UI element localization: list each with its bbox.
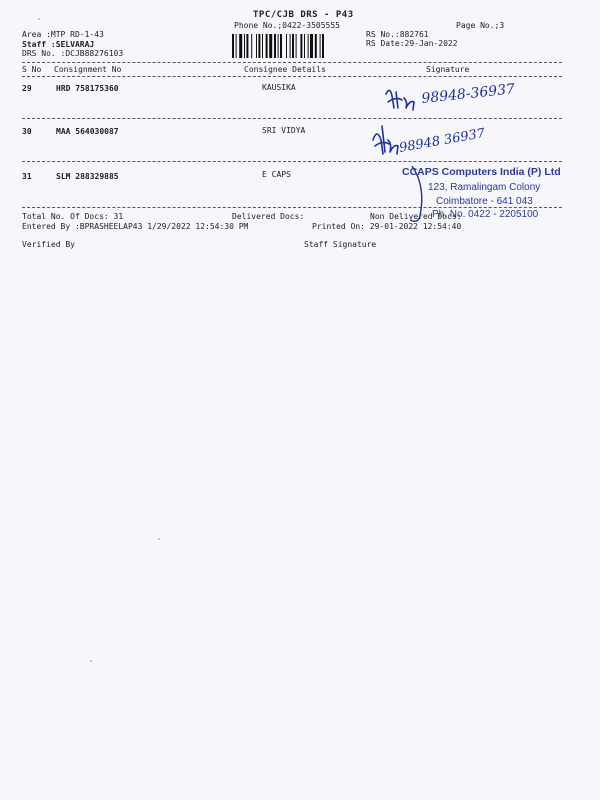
row-consignee: E CAPS (262, 170, 291, 179)
row-consignment: MAA 564030087 (56, 127, 119, 136)
column-consignee: Consignee Details (244, 65, 326, 74)
scan-speck (38, 18, 40, 20)
scan-speck (90, 660, 92, 662)
non-delivered-docs: Non Delivered Docs: (370, 212, 462, 221)
entered-by: Entered By :BPRASHEELAP43 1/29/2022 12:54:30 PM (22, 222, 249, 231)
stamp-line-2: 123, Ramalingam Colony (428, 182, 541, 193)
row-sno: 31 (22, 172, 32, 181)
rs-date: RS Date:29-Jan-2022 (366, 39, 458, 48)
page-number: Page No.;3 (456, 21, 505, 30)
stamp-line-4: Ph. No. 0422 - 2205100 (432, 209, 539, 220)
area-label: Area :MTP RD-1-43 (22, 30, 104, 39)
column-signature: Signature (426, 65, 470, 74)
delivered-docs: Delivered Docs: (232, 212, 305, 221)
stamp-line-1: CCAPS Computers India (P) Ltd (402, 166, 561, 178)
document-title: TPC/CJB DRS - P43 (253, 10, 354, 20)
stamp-line-3: Coimbatore - 641 043 (436, 196, 533, 207)
row-consignment: HRD 758175360 (56, 84, 119, 93)
row-consignee: KAUSIKA (262, 83, 296, 92)
staff-label: Staff :SELVARAJ (22, 40, 95, 49)
column-sno: S No (22, 65, 42, 74)
verified-by: Verified By (22, 240, 75, 249)
signature-note: 98948-36937 (420, 81, 516, 107)
column-consignment: Consignment No (54, 65, 122, 74)
row-consignment: SLM 288329885 (56, 172, 119, 181)
staff-signature: Staff Signature (304, 240, 377, 249)
total-docs: Total No. Of Docs: 31 (22, 212, 124, 221)
row-consignee: SRI VIDYA (262, 126, 306, 135)
printed-on: Printed On: 29-01-2022 12:54:40 (312, 222, 462, 231)
drs-number: DRS No. :DCJB88276103 (22, 49, 124, 58)
signature-note: 98948 36937 (398, 126, 487, 156)
rs-number: RS No.:882761 (366, 30, 429, 39)
scan-speck (158, 538, 160, 540)
row-sno: 29 (22, 84, 32, 93)
phone-number: Phone No.;0422-3505555 (234, 21, 340, 30)
row-sno: 30 (22, 127, 32, 136)
